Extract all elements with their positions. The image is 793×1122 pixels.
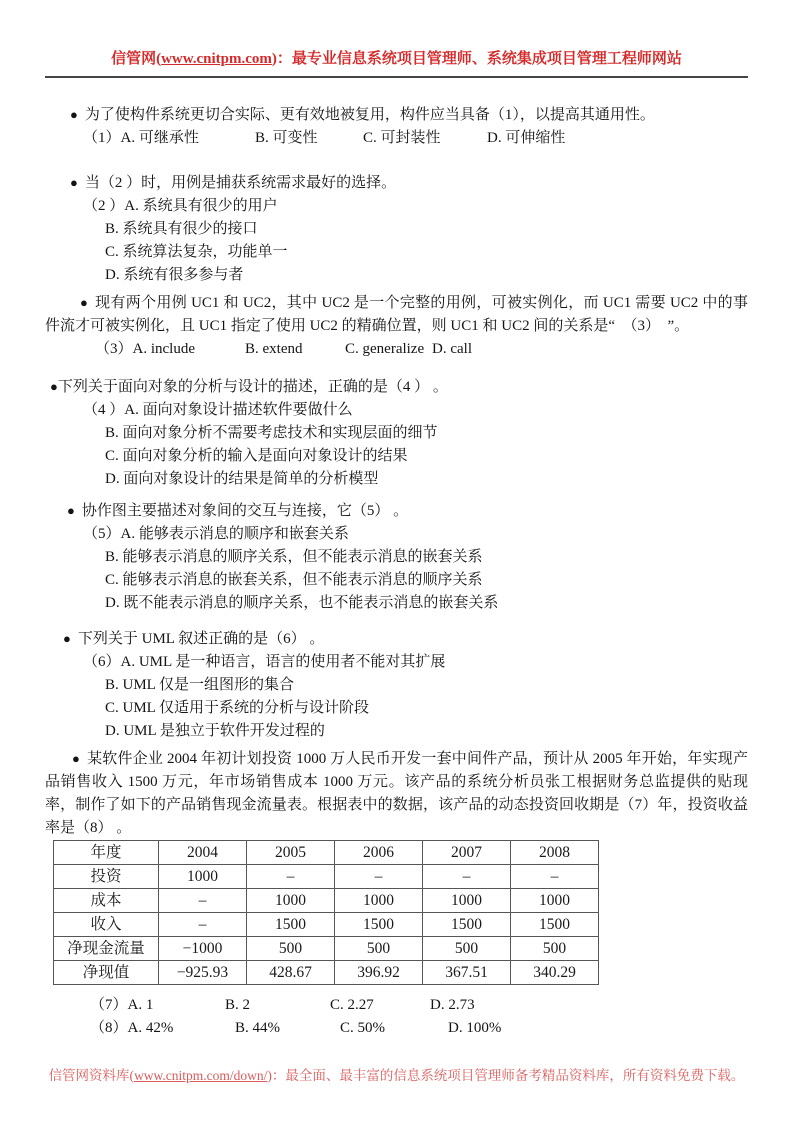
cell: 428.67 [247,961,335,985]
cell: 年度 [54,841,159,865]
cell: 1000 [423,889,511,913]
question-3 [45,291,748,361]
question-3-options [45,338,748,361]
cell: 投资 [54,865,159,889]
option-b: B. 面向对象分析不需要考虑技术和实现层面的细节 [105,425,438,441]
cell: 340.29 [511,961,599,985]
question-2-options [45,195,748,287]
cell: 1000 [247,889,335,913]
question-7-stem [45,747,748,840]
question-3-stem [45,291,748,338]
question-1-stem [45,103,748,127]
question-2-text: 当（2 ）时，用例是捕获系统需求最好的选择。 [84,175,397,191]
cell: 1000 [511,889,599,913]
cell: – [247,865,335,889]
option-d: D. 100% [448,1020,502,1036]
option-d: D. 2.73 [430,997,475,1013]
question-7 [45,747,748,1040]
option-c: C. 面向对象分析的输入是面向对象设计的结果 [105,448,408,464]
question-8-options [45,1017,748,1040]
option-a: （2 ）A. 系统具有很少的用户 [83,198,278,214]
option-b: B. extend [245,341,303,357]
option-c: C. generalize [345,341,425,357]
table-row-income [54,913,599,937]
question-4 [45,375,748,491]
question-2 [45,171,748,287]
question-4-text: 下列关于面向对象的分析与设计的描述，正确的是（4 ） 。 [57,379,448,395]
question-5-text: 协作图主要描述对象间的交互与连接，它（5） 。 [81,503,409,519]
option-a: （1）A. 可继承性 [83,130,199,146]
option-a: （6）A. UML 是一种语言，语言的使用者不能对其扩展 [83,654,446,670]
cell: – [423,865,511,889]
footer-brand: 信管网资料库( [48,1068,135,1083]
bullet-icon [67,503,75,519]
cell: −925.93 [159,961,247,985]
option-d: D. call [432,341,472,357]
cell: 396.92 [335,961,423,985]
question-1 [45,103,748,150]
option-b: B. 可变性 [255,130,318,146]
question-6-text: 下列关于 UML 叙述正确的是（6） 。 [77,631,325,647]
question-1-options [45,127,748,150]
cell: 1000 [159,865,247,889]
cell: 1500 [511,913,599,937]
question-4-options [45,399,748,491]
cell: 2006 [335,841,423,865]
option-d: D. 既不能表示消息的顺序关系，也不能表示消息的嵌套关系 [105,595,499,611]
question-1-text: 为了使构件系统更切合实际、更有效地被复用，构件应当具备（1），以提高其通用性。 [84,107,655,123]
header-link[interactable]: www.cnitpm.com [161,51,272,67]
bullet-icon [70,107,78,123]
site-footer [45,1066,748,1086]
option-d: D. 系统有很多参与者 [105,267,244,283]
header-brand: 信管网( [111,51,162,67]
option-c: C. 2.27 [330,997,374,1013]
cell: 500 [247,937,335,961]
cell: 2007 [423,841,511,865]
cell: – [159,913,247,937]
question-6 [45,627,748,743]
question-3-text: 现有两个用例 UC1 和 UC2，其中 UC2 是一个完整的用例，可被实例化，而 UC1 需要 UC2 中的事件流才可被实例化，且 UC1 指定了使用 UC2 的精确位置，则 UC1 和 UC2 间的关系是“ （3） ”。 [45,295,748,334]
option-d: D. UML 是独立于软件开发过程的 [105,723,325,739]
cell: 净现值 [54,961,159,985]
question-4-stem [45,375,748,399]
bullet-icon [72,751,80,767]
cell: 500 [423,937,511,961]
table-row-net-cashflow [54,937,599,961]
cell: 1500 [247,913,335,937]
question-5-options [45,523,748,615]
question-6-stem [45,627,748,651]
cell: 1000 [335,889,423,913]
bullet-icon [80,295,88,311]
option-c: C. 可封装性 [363,130,441,146]
question-5 [45,499,748,615]
question-7-text: 某软件企业 2004 年初计划投资 1000 万人民币开发一套中间件产品，预计从 2005 年开始，年实现产品销售收入 1500 万元，年市场销售成本 1000 万元。该产品的系统分析员张工根据财务总监提供的贴现率，制作了如下的产品销售现金流量表。根据表中的数据，该产品的动态投资回收期是（7）年，投资收益率是（8） 。 [45,751,748,836]
footer-link[interactable]: www.cnitpm.com/down/ [134,1068,268,1083]
header-tagline: )：最专业信息系统项目管理师、系统集成项目管理工程师网站 [271,51,682,67]
cashflow-table [53,840,599,985]
option-b: B. 2 [225,997,251,1013]
bullet-icon [50,379,58,395]
cell: 500 [511,937,599,961]
cell: 2008 [511,841,599,865]
cell: 500 [335,937,423,961]
question-5-stem [45,499,748,523]
footer-tagline: )：最全面、最丰富的信息系统项目管理师备考精品资料库，所有资料免费下载。 [267,1068,745,1083]
option-d: D. 可伸缩性 [487,130,566,146]
bullet-icon [70,175,78,191]
table-row-npv [54,961,599,985]
option-b: B. 系统具有很少的接口 [105,221,258,237]
option-c: C. 能够表示消息的嵌套关系，但不能表示消息的顺序关系 [105,572,483,588]
cell: 净现金流量 [54,937,159,961]
question-6-options [45,651,748,743]
cell: 1500 [423,913,511,937]
cell: 1500 [335,913,423,937]
table-row-cost [54,889,599,913]
option-c: C. UML 仅适用于系统的分析与设计阶段 [105,700,370,716]
header-divider [45,76,748,78]
option-b: B. 44% [235,1020,280,1036]
site-header [45,0,748,71]
option-a: （5）A. 能够表示消息的顺序和嵌套关系 [83,526,349,542]
option-a: （3）A. include [95,341,195,357]
bullet-icon [63,631,71,647]
cell: 2005 [247,841,335,865]
question-2-stem [45,171,748,195]
cell: – [511,865,599,889]
cell: – [159,889,247,913]
option-d: D. 面向对象设计的结果是简单的分析模型 [105,471,379,487]
option-b: B. 能够表示消息的顺序关系，但不能表示消息的嵌套关系 [105,549,483,565]
cell: 2004 [159,841,247,865]
option-c: C. 50% [340,1020,385,1036]
cell: – [335,865,423,889]
option-b: B. UML 仅是一组图形的集合 [105,677,295,693]
table-row-investment [54,865,599,889]
option-a: （7）A. 1 [90,997,154,1013]
cell: −1000 [159,937,247,961]
option-a: （4 ）A. 面向对象设计描述软件要做什么 [83,402,353,418]
cell: 收入 [54,913,159,937]
option-c: C. 系统算法复杂，功能单一 [105,244,288,260]
option-a: （8）A. 42% [90,1020,174,1036]
cell: 367.51 [423,961,511,985]
table-row-header [54,841,599,865]
cell: 成本 [54,889,159,913]
question-7-options [45,994,748,1017]
